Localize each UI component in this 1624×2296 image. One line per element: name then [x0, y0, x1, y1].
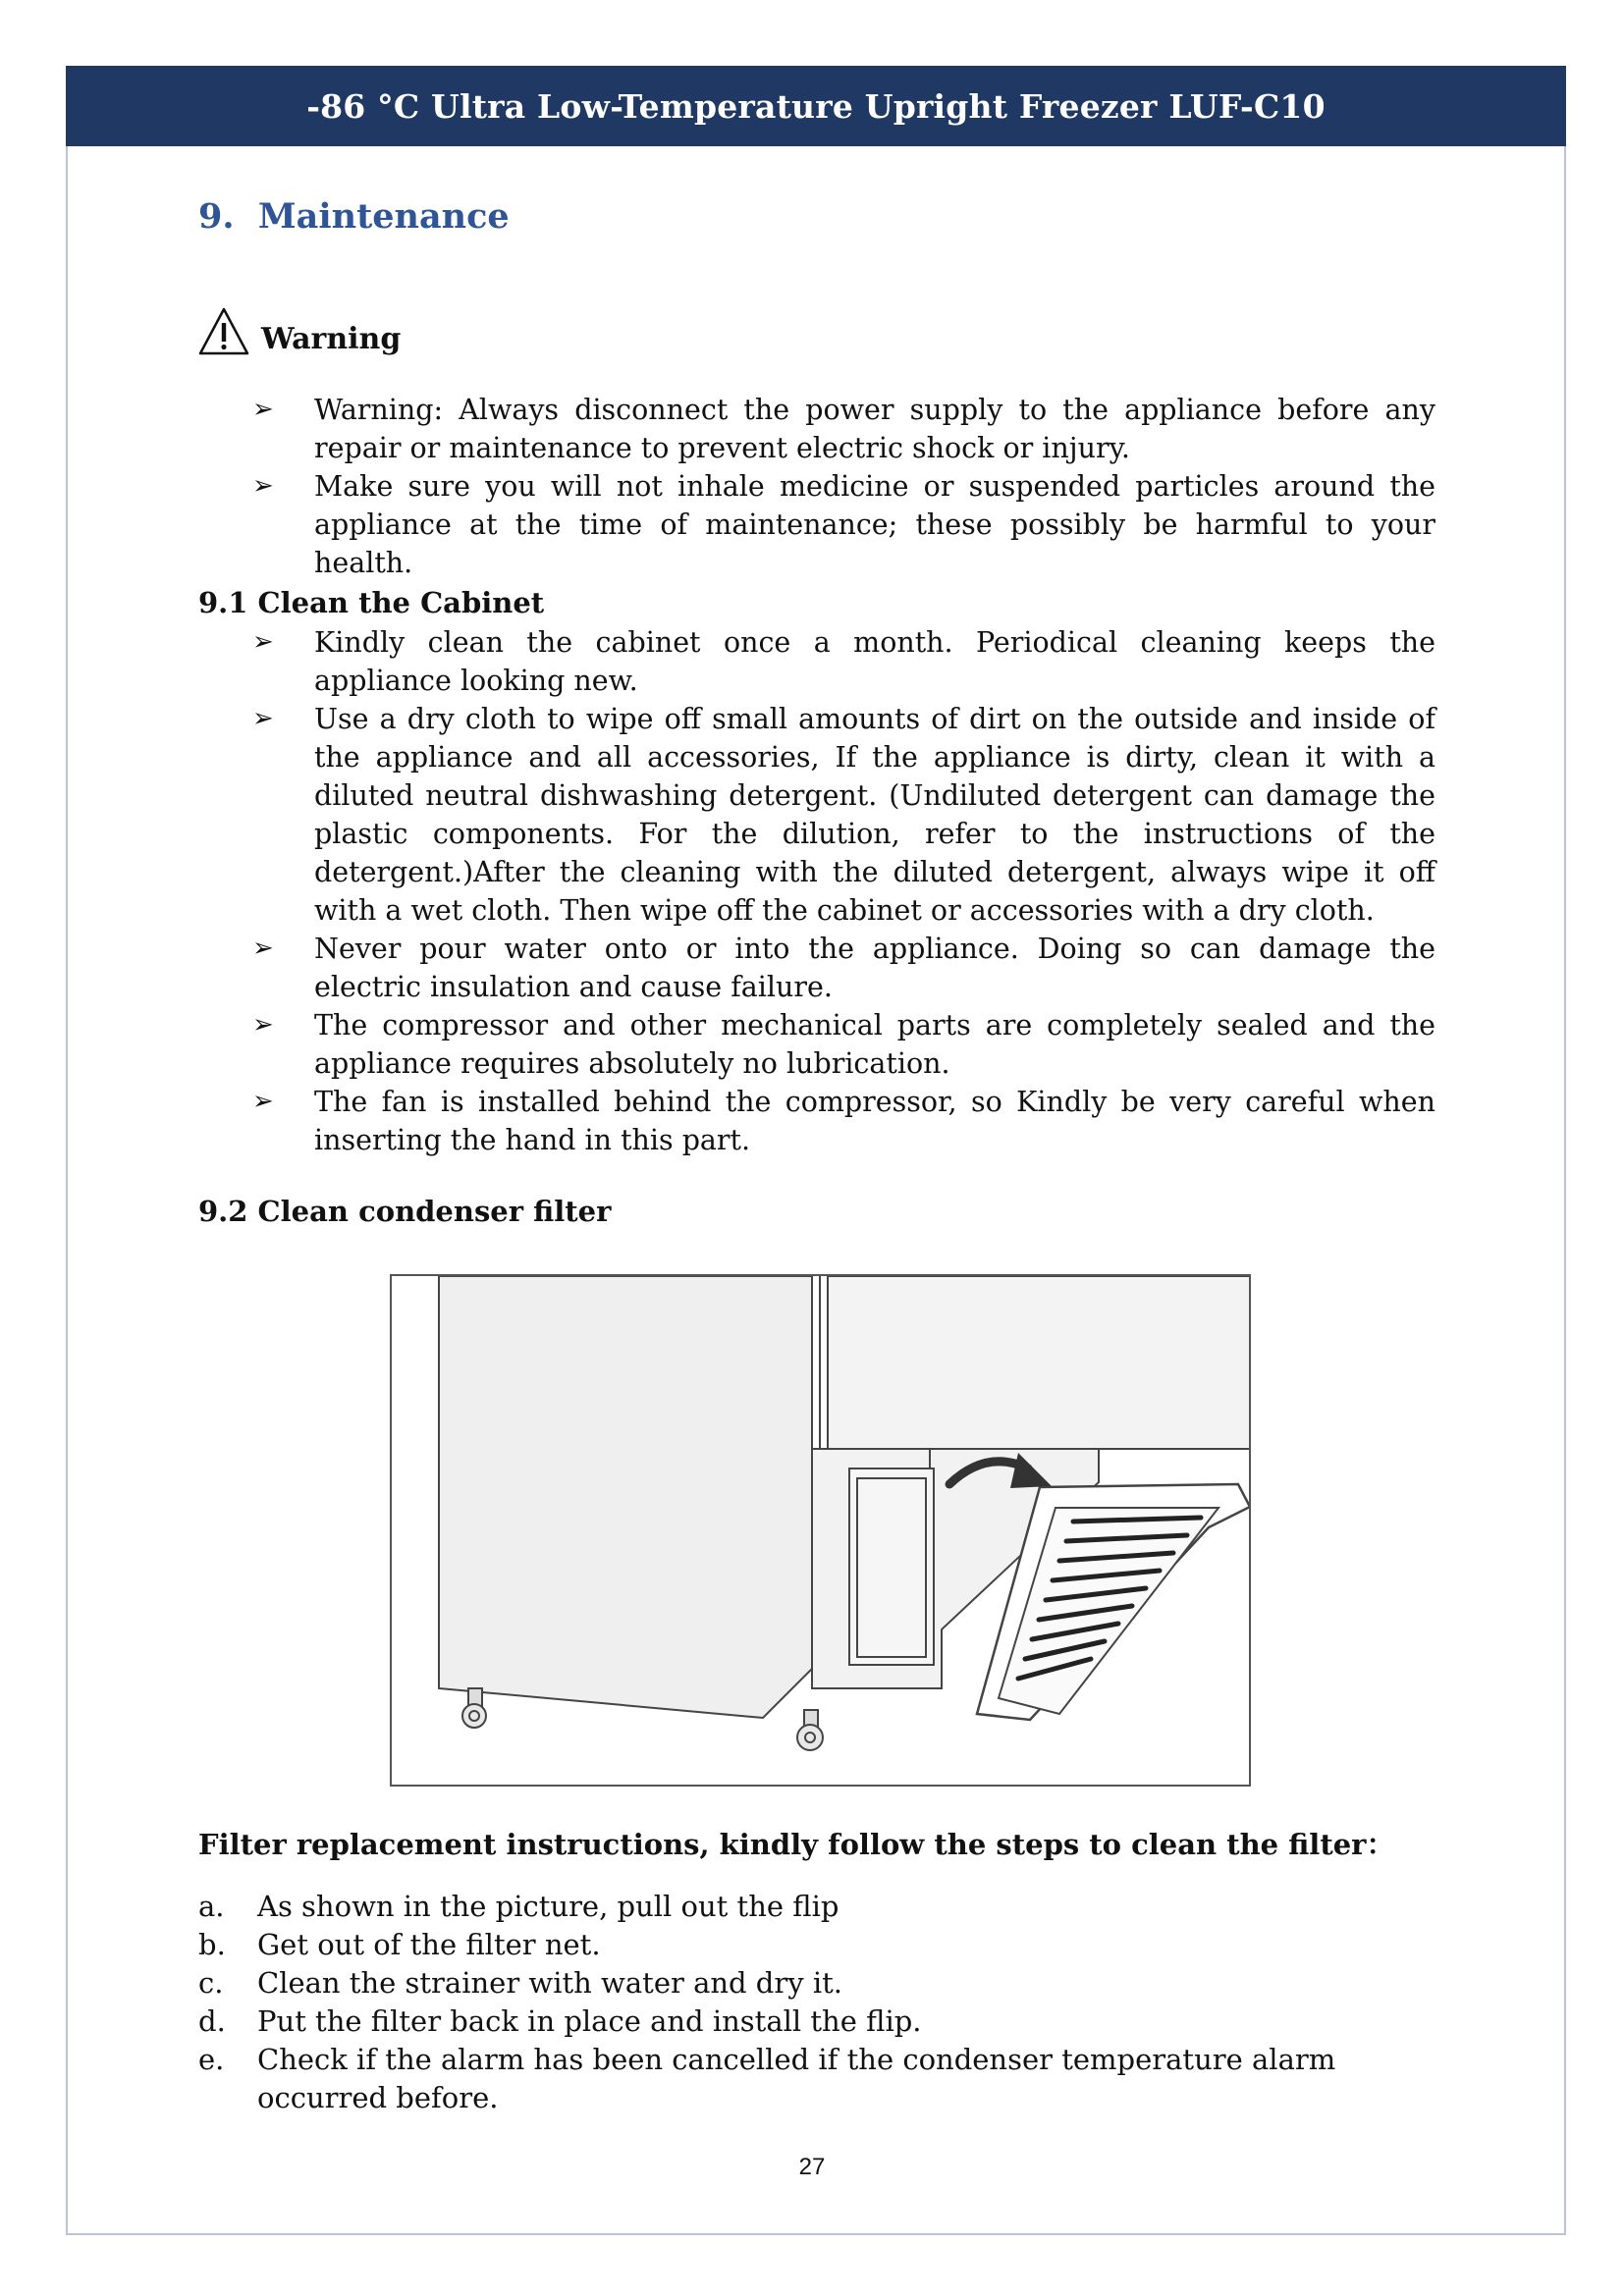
list-item: ➢ Kindly clean the cabinet once a month. Periodical cleaning keeps the appliance looking new.	[198, 623, 1435, 700]
list-item: ➢ The compressor and other mechanical parts are completely sealed and the appliance requires absolutely no lubrication.	[198, 1006, 1435, 1083]
list-item: e. Check if the alarm has been cancelled if the condenser temperature alarm occurred before.	[198, 2043, 1336, 2114]
page-number: 27	[798, 2154, 826, 2180]
arrow-bullet-icon: ➢	[252, 704, 274, 733]
warning-list	[198, 391, 1435, 582]
document-header	[66, 66, 1566, 146]
list-item: ➢ Make sure you will not inhale medicine or suspended particles around the appliance at the time of maintenance; these possibly be harmful to your health.	[198, 467, 1435, 582]
list-item: ➢ Use a dry cloth to wipe off small amounts of dirt on the outside and inside of the appliance and all accessories, If the appliance is dirty, clean it with a diluted neutral dishwashing detergent. (Undiluted detergent can damage the plastic components. For the dilution, refer to the instructions of the detergent.)After the cleaning with the diluted detergent, always wipe it off with a wet cloth. Then wipe off the cabinet or accessories with a dry cloth.	[198, 700, 1435, 930]
arrow-bullet-icon: ➢	[252, 471, 274, 501]
subsection-heading-filter: 9.2 Clean condenser filter	[198, 1195, 612, 1228]
arrow-bullet-icon: ➢	[252, 1087, 274, 1116]
list-item: a. As shown in the picture, pull out the flip	[198, 1890, 839, 1923]
filter-instructions-title: Filter replacement instructions, kindly follow the steps to clean the filter：	[198, 1828, 1395, 1861]
section-title-text: Maintenance	[257, 196, 510, 237]
list-item: ➢ The fan is installed behind the compressor, so Kindly be very careful when inserting the hand in this part.	[198, 1083, 1435, 1159]
section-title	[198, 196, 510, 237]
list-item: c. Clean the strainer with water and dry it.	[198, 1966, 842, 2000]
arrow-bullet-icon: ➢	[252, 627, 274, 657]
freezer-filter-illustration	[390, 1274, 1251, 1787]
arrow-bullet-icon: ➢	[252, 1010, 274, 1040]
section-number: 9.	[198, 196, 235, 237]
warning-heading	[198, 306, 401, 357]
list-item: d. Put the filter back in place and install the flip.	[198, 2004, 922, 2038]
list-item: b. Get out of the filter net.	[198, 1928, 601, 1961]
subsection-heading-cabinet: 9.1 Clean the Cabinet	[198, 586, 545, 619]
maintenance-content	[198, 391, 1435, 1232]
arrow-bullet-icon: ➢	[252, 395, 274, 424]
filter-steps-list	[198, 1888, 1435, 2117]
warning-triangle-icon	[198, 306, 249, 357]
header-title: -86 °C Ultra Low-Temperature Upright Freezer LUF-C10	[306, 86, 1326, 126]
freezer-drawing	[392, 1276, 1249, 1785]
cabinet-list	[198, 623, 1435, 1159]
list-item: ➢ Warning: Always disconnect the power supply to the appliance before any repair or maintenance to prevent electric shock or injury.	[198, 391, 1435, 467]
warning-label: Warning	[261, 322, 402, 356]
arrow-bullet-icon: ➢	[252, 934, 274, 963]
list-item: ➢ Never pour water onto or into the appliance. Doing so can damage the electric insulation and cause failure.	[198, 930, 1435, 1006]
